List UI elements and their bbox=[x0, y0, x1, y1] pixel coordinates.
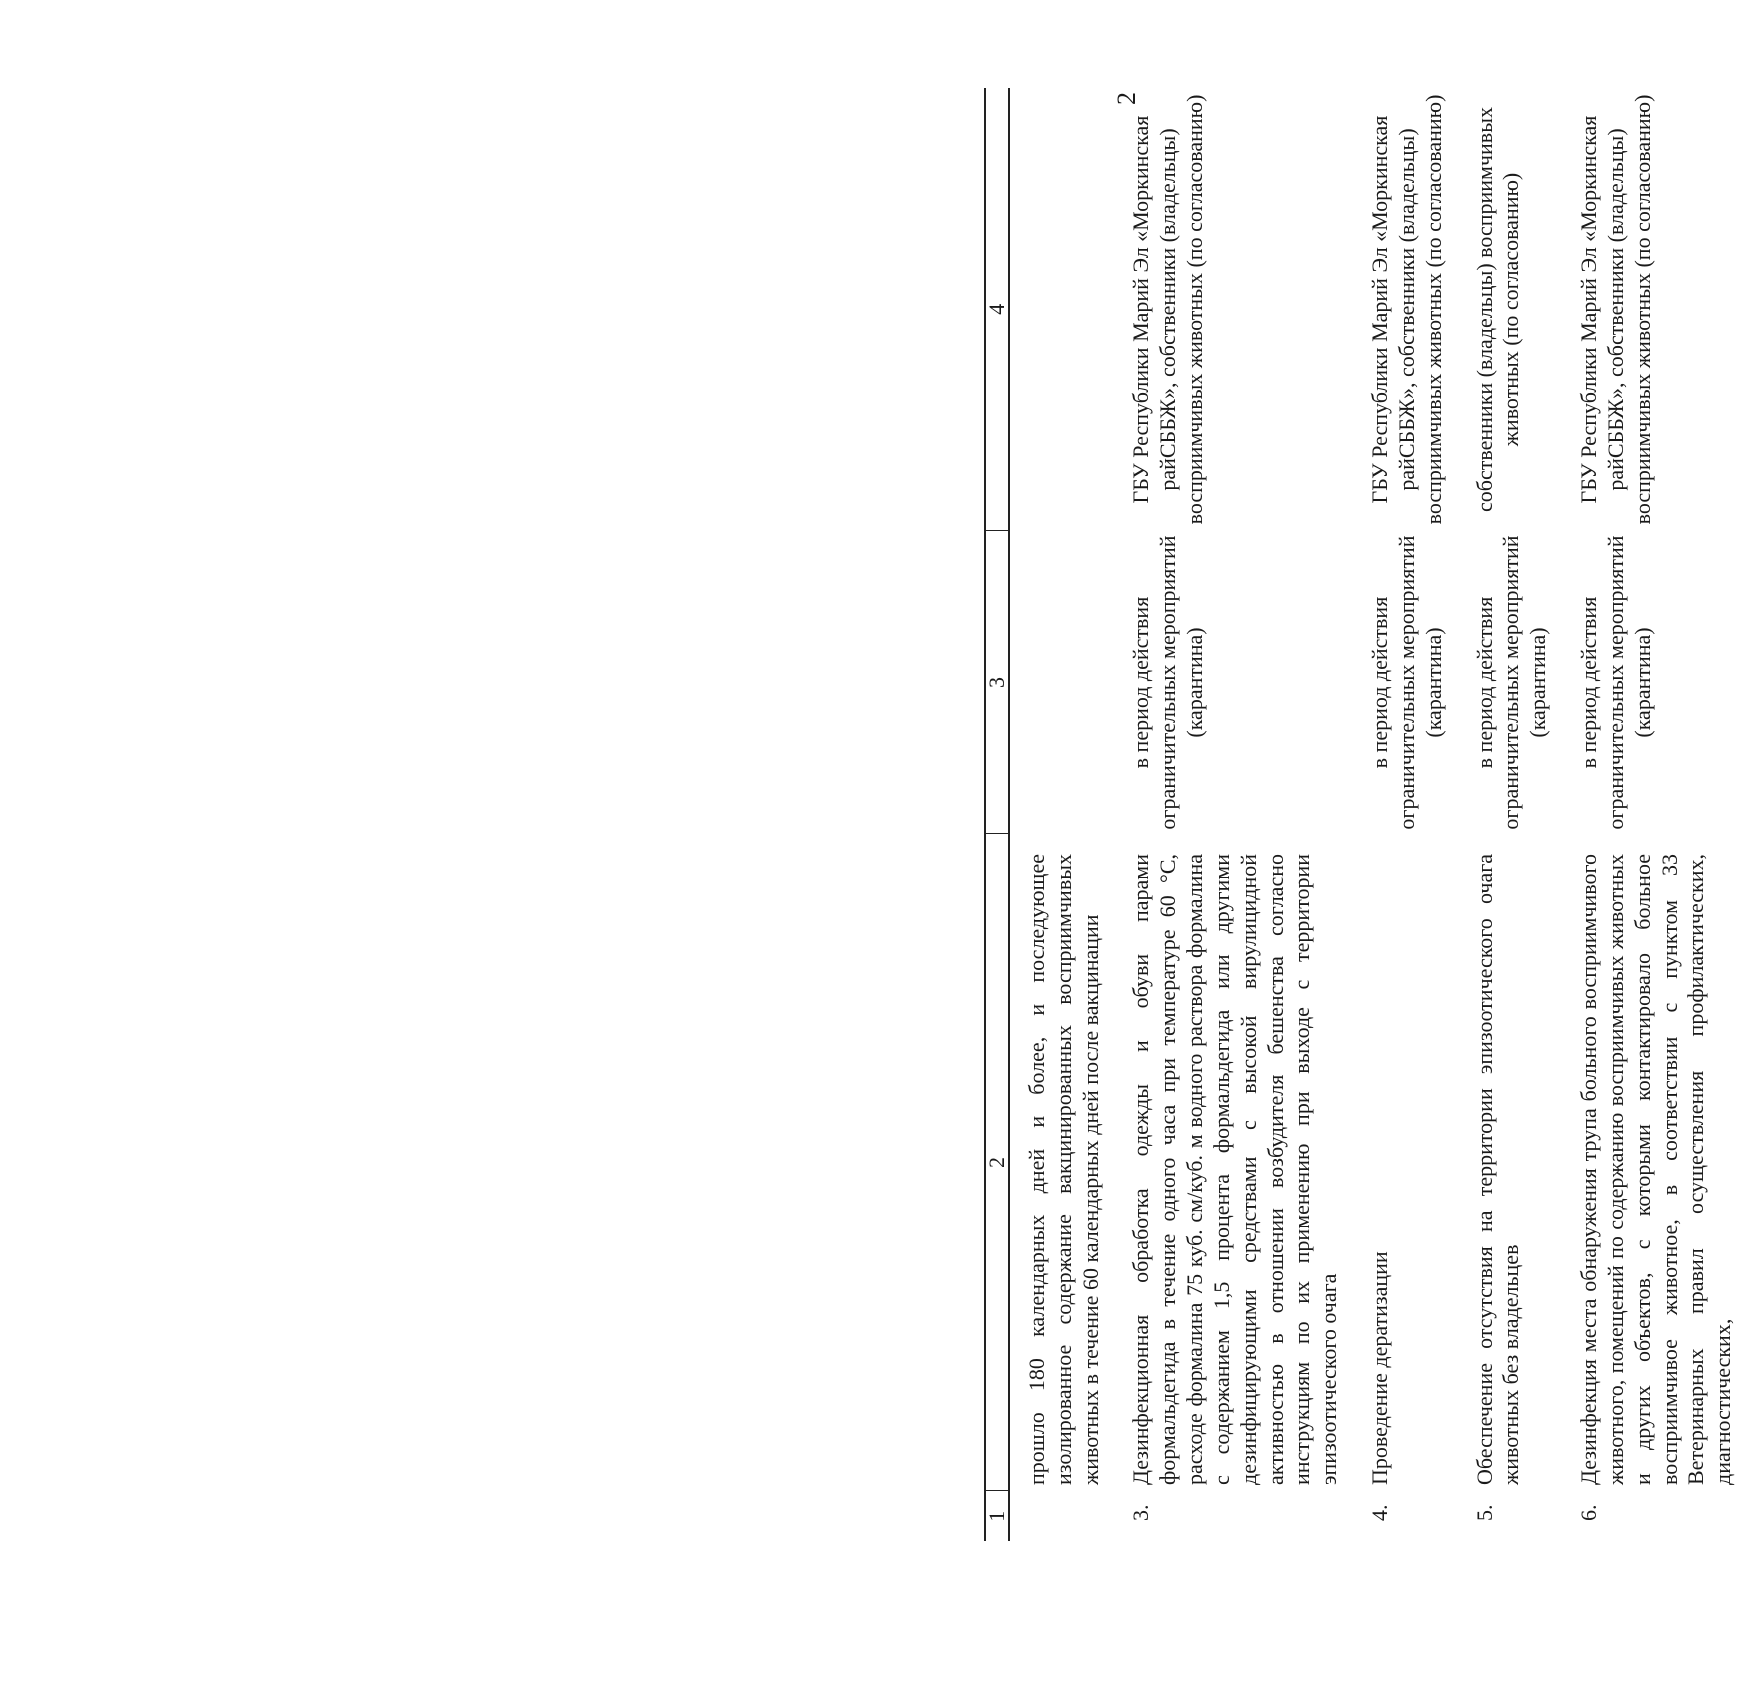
term-text: в период действия ограничительных мероприятий (карантина) bbox=[1367, 535, 1446, 830]
term-text: в период действия ограничительных мероприятий (карантина) bbox=[1576, 535, 1655, 830]
page-number: 2 bbox=[1112, 92, 1141, 105]
table-row bbox=[1104, 88, 1343, 1541]
term-text bbox=[1009, 531, 1104, 834]
column-header: 2 bbox=[985, 834, 1009, 1491]
responsible-text: ГБУ Республики Марий Эл «Моркинская райСББЖ», собственники (владельцы) восприимчивых животных (по согласованию) bbox=[1128, 94, 1208, 525]
row-number: 5. bbox=[1471, 1504, 1497, 1521]
table-row bbox=[1343, 88, 1447, 1541]
measure-text: Проведение дератизации bbox=[1367, 1251, 1393, 1485]
table-row bbox=[1552, 88, 1737, 1541]
table-header-row bbox=[985, 88, 1009, 1541]
responsible-text: собственники (владельцы) восприимчивых животных (по согласованию) bbox=[1471, 107, 1524, 512]
column-header: 3 bbox=[985, 531, 1009, 834]
table-row bbox=[1448, 88, 1552, 1541]
row-number: 6. bbox=[1576, 1504, 1602, 1521]
column-header: 4 bbox=[985, 88, 1009, 531]
table-row bbox=[1009, 88, 1104, 1541]
measure-text: Обеспечение отсутствия на территории эпизоотического очага животных без владельцев bbox=[1471, 854, 1524, 1485]
measure-text: Дезинфекция места обнаружения трупа больного восприимчивого животного, помещений по содержанию восприимчивых животных и других объектов, с которыми контактировало больное восприимчивое животное, в соответствии с пунктом 33 Ветеринарных правил осуществления профилактических, диагностических, bbox=[1576, 854, 1736, 1485]
measure-text: прошло 180 календарных дней и более, и последующее изолированное содержание вакцинированных восприимчивых животных в течение 60 календарных дней после вакцинации bbox=[1024, 854, 1103, 1485]
row-number: 3. bbox=[1128, 1504, 1154, 1521]
responsible-text bbox=[1009, 88, 1104, 531]
measures-table bbox=[984, 88, 1737, 1541]
measure-text: Дезинфекционная обработка одежды и обуви парами формальдегида в течение одного часа при температуре 60 °С, расходе формалина 75 куб. см/куб. м водного раствора формалина с содержанием 1,5 процента формальдегида или другими дезинфицирующими средствами с высокой вирулицидной активностью в отношении возбудителя бешенства согласно инструкциям по их применению при выходе с территории эпизоотического очага bbox=[1128, 854, 1342, 1485]
term-text: в период действия ограничительных мероприятий (карантина) bbox=[1471, 535, 1551, 830]
term-text: в период действия ограничительных мероприятий (карантина) bbox=[1128, 535, 1208, 830]
row-number bbox=[1009, 1491, 1104, 1541]
row-number: 4. bbox=[1367, 1504, 1393, 1521]
column-header: 1 bbox=[985, 1491, 1009, 1541]
responsible-text: ГБУ Республики Марий Эл «Моркинская райСББЖ», собственники (владельцы) восприимчивых животных (по согласованию) bbox=[1576, 94, 1655, 525]
responsible-text: ГБУ Республики Марий Эл «Моркинская райСББЖ», собственники (владельцы) восприимчивых животных (по согласованию) bbox=[1367, 94, 1446, 525]
